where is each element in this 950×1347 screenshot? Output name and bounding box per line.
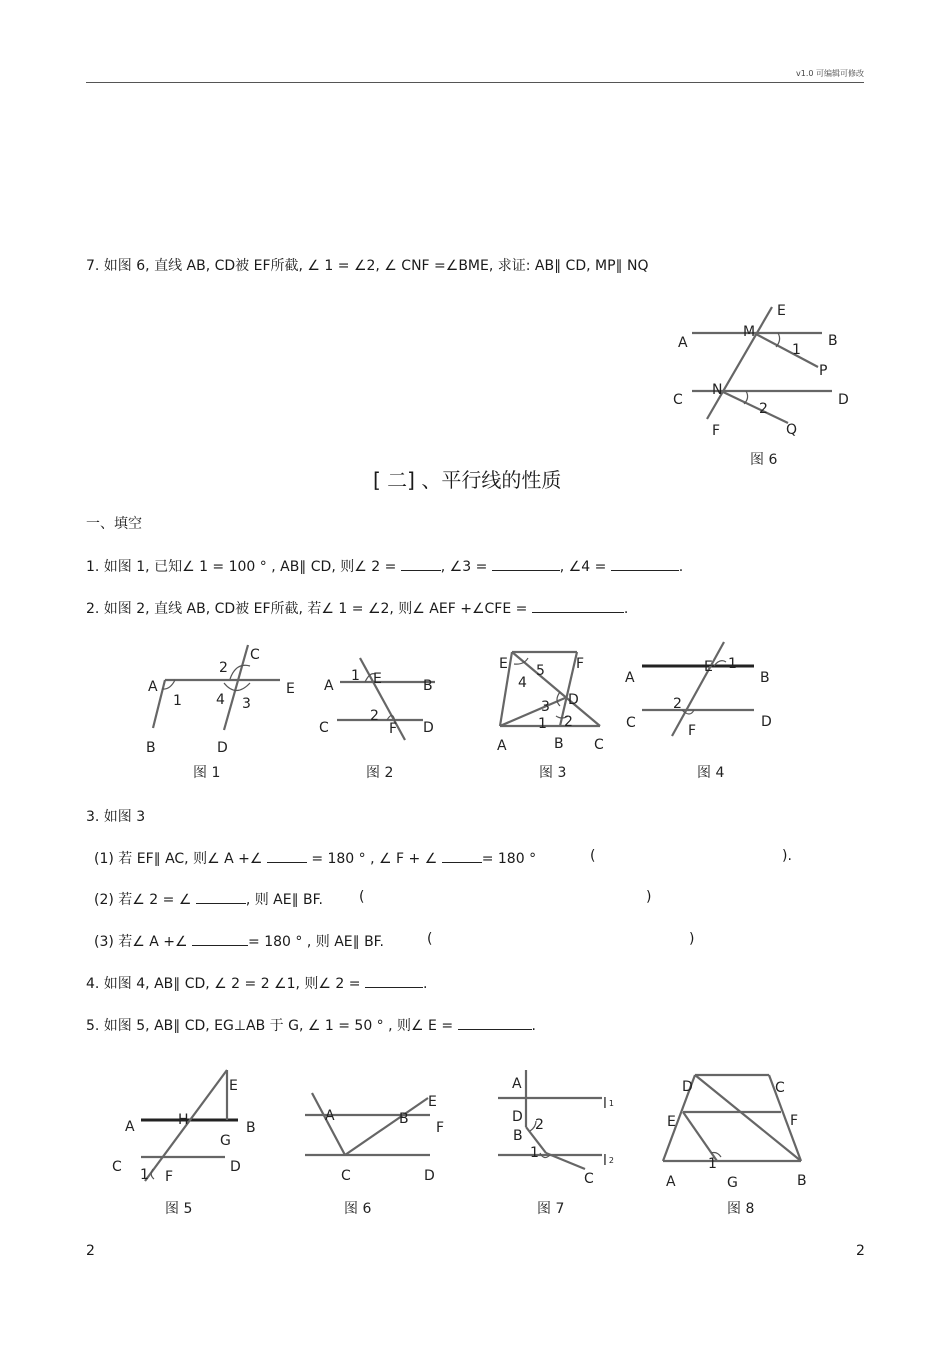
fig7-label-C: C	[584, 1171, 594, 1187]
q3-l1a: (1) 若 EF∥ AC, 则∠ A +∠	[94, 851, 263, 867]
fig1-label-3: 3	[242, 696, 251, 712]
q3-l2-close: )	[646, 889, 652, 905]
fig6-label-A: A	[678, 335, 688, 351]
figure-6-bottom	[290, 1065, 460, 1225]
fig6b-label-D: D	[424, 1168, 435, 1184]
q1-end: .	[678, 559, 684, 575]
fig1-label-D: D	[217, 740, 228, 756]
q3-l1-blank-2[interactable]	[442, 850, 482, 863]
fig2-label-1: 1	[351, 668, 360, 684]
fig4-label-B: B	[760, 670, 770, 686]
q3-l1-blank-1[interactable]	[267, 850, 307, 863]
fig2-label-B: B	[423, 678, 433, 694]
sub-title: 一、填空	[86, 516, 142, 532]
figure-6-top	[660, 295, 860, 470]
fig7-label-l2: l 2	[603, 1153, 614, 1169]
fig2-label-C: C	[319, 720, 329, 736]
fig8-label-E: E	[667, 1114, 676, 1130]
fig8-label-C: C	[775, 1080, 785, 1096]
question-3-head: 3. 如图 3	[86, 809, 146, 825]
fig2-caption: 图 2	[366, 765, 394, 781]
q3-l1c: = 180 °	[481, 851, 537, 867]
fig6b-caption: 图 6	[344, 1201, 372, 1217]
q3-l2-blank[interactable]	[196, 891, 246, 904]
figure-line	[754, 333, 818, 367]
fig1-label-4: 4	[216, 692, 225, 708]
q3-l1b: = 180 ° , ∠ F + ∠	[311, 851, 438, 867]
fig4-label-1: 1	[728, 656, 737, 672]
figure-line	[312, 1093, 345, 1155]
fig8-label-F: F	[790, 1113, 799, 1129]
figure-1	[140, 640, 310, 785]
fig6-label-Q: Q	[786, 422, 798, 438]
fig6b-label-C: C	[341, 1168, 351, 1184]
fig8-label-A: A	[666, 1174, 676, 1190]
fig1-label-A: A	[148, 679, 158, 695]
page-number-left: 2	[86, 1243, 95, 1259]
fig3-label-C: C	[594, 737, 604, 753]
fig8-label-G: G	[727, 1175, 738, 1191]
fig5-label-C: C	[112, 1159, 122, 1175]
figure-8	[655, 1065, 825, 1225]
q5-prefix: 5. 如图 5, AB∥ CD, EG⊥AB 于 G, ∠ 1 = 50 ° , 则∠ E =	[86, 1018, 454, 1034]
q3-l2a: (2) 若∠ 2 = ∠	[94, 892, 192, 908]
figure-line	[345, 1098, 428, 1155]
q4-end: .	[422, 976, 428, 992]
fig5-label-E: E	[229, 1078, 238, 1094]
fig7-label-D: D	[512, 1109, 523, 1125]
q2-end: .	[623, 601, 629, 617]
fig4-label-D: D	[761, 714, 772, 730]
question-2	[86, 598, 628, 618]
fig7-label-l1: l 1	[603, 1096, 614, 1112]
q4-blank[interactable]	[365, 975, 423, 988]
fig6b-label-A: A	[325, 1108, 335, 1124]
fig6-label-B: B	[828, 333, 838, 349]
fig3-label-F: F	[576, 656, 585, 672]
fig2-label-D: D	[423, 720, 434, 736]
q4-prefix: 4. 如图 4, AB∥ CD, ∠ 2 = 2 ∠1, 则∠ 2 =	[86, 976, 361, 992]
fig8-caption: 图 8	[727, 1201, 755, 1217]
q2-blank[interactable]	[532, 600, 624, 613]
figure-line	[360, 658, 405, 740]
fig7-label-1: 1	[530, 1145, 539, 1161]
fig3-label-D: D	[568, 692, 579, 708]
fig4-caption: 图 4	[697, 765, 725, 781]
q3-l3-close: )	[689, 931, 695, 947]
figure-5	[105, 1065, 265, 1225]
fig1-label-E: E	[286, 681, 295, 697]
figure-4	[620, 640, 780, 785]
fig7-label-A: A	[512, 1076, 522, 1092]
q1-blank-angle4[interactable]	[611, 558, 679, 571]
fig7-label-B: B	[513, 1128, 523, 1144]
fig4-label-E: E	[704, 659, 713, 675]
q3-l1-close: ).	[782, 848, 792, 864]
fig3-label-1: 1	[538, 716, 547, 732]
q1-blank-angle3[interactable]	[492, 558, 560, 571]
figure-line	[683, 1112, 717, 1161]
header-version-note: v1.0 可编辑可修改	[796, 69, 864, 78]
q3-l2-open: (	[359, 889, 365, 905]
angle-arc	[557, 692, 560, 706]
q3-l3a: (3) 若∠ A +∠	[94, 934, 188, 950]
fig3-label-3: 3	[541, 699, 550, 715]
q1-blank-angle2[interactable]	[401, 558, 441, 571]
header-rule	[86, 82, 864, 83]
fig4-label-A: A	[625, 670, 635, 686]
figure-line	[672, 642, 724, 736]
fig3-label-4: 4	[518, 675, 527, 691]
question-4	[86, 973, 427, 993]
question-7: 7. 如图 6, 直线 AB, CD被 EF所截, ∠ 1 = ∠2, ∠ CNF =∠BME, 求证: AB∥ CD, MP∥ NQ	[86, 258, 649, 274]
fig5-label-D: D	[230, 1159, 241, 1175]
question-3-line-3	[94, 931, 384, 951]
fig7-caption: 图 7	[537, 1201, 565, 1217]
figure-2	[315, 640, 450, 785]
fig6-label-2: 2	[759, 401, 768, 417]
figure-3	[490, 640, 620, 785]
fig4-label-F: F	[688, 723, 697, 739]
fig2-label-E: E	[373, 671, 382, 687]
fig1-label-B: B	[146, 740, 156, 756]
q1-prefix: 1. 如图 1, 已知∠ 1 = 100 ° , AB∥ CD, 则∠ 2 =	[86, 559, 397, 575]
fig6-label-D: D	[838, 392, 849, 408]
fig5-label-A: A	[125, 1119, 135, 1135]
fig6-label-E: E	[777, 303, 786, 319]
fig6-label-N: N	[712, 382, 723, 398]
figure-7	[490, 1065, 630, 1225]
fig1-label-C: C	[250, 647, 260, 663]
fig5-label-H: H	[178, 1112, 189, 1128]
fig6-label-P: P	[819, 363, 828, 379]
fig2-label-A: A	[324, 678, 334, 694]
q5-blank[interactable]	[458, 1017, 532, 1030]
fig4-label-2: 2	[673, 696, 682, 712]
fig6b-label-B: B	[399, 1111, 409, 1127]
fig6-label-F: F	[712, 423, 721, 439]
q2-prefix: 2. 如图 2, 直线 AB, CD被 EF所截, 若∠ 1 = ∠2, 则∠ AEF +∠CFE =	[86, 601, 528, 617]
q5-end: .	[531, 1018, 536, 1034]
q1-part2: , ∠3 =	[440, 559, 488, 575]
fig6-label-1: 1	[792, 342, 801, 358]
fig6-label-M: M	[743, 324, 756, 340]
q1-part3: , ∠4 =	[559, 559, 607, 575]
fig3-label-E: E	[499, 656, 508, 672]
fig6-label-C: C	[673, 392, 683, 408]
fig8-label-1: 1	[708, 1156, 717, 1172]
question-3-line-1	[94, 848, 536, 868]
q3-l3-open: (	[427, 931, 433, 947]
fig4-label-C: C	[626, 715, 636, 731]
fig3-label-2: 2	[564, 714, 573, 730]
figure-line	[500, 698, 565, 726]
question-5	[86, 1015, 536, 1035]
fig1-label-2: 2	[219, 660, 228, 676]
fig7-label-2: 2	[535, 1117, 544, 1133]
fig3-label-B: B	[554, 736, 564, 752]
fig5-label-1: 1	[140, 1167, 149, 1183]
q3-l1-open: (	[590, 848, 596, 864]
question-1	[86, 556, 683, 576]
fig6b-label-E: E	[428, 1094, 437, 1110]
fig3-label-A: A	[497, 738, 507, 754]
fig2-label-2: 2	[370, 708, 379, 724]
page-number-right: 2	[856, 1243, 865, 1259]
fig1-caption: 图 1	[193, 765, 221, 781]
section-title: [ 二] 、平行线的性质	[373, 468, 562, 492]
q3-l2b: , 则 AE∥ BF.	[245, 892, 323, 908]
fig5-label-B: B	[246, 1120, 256, 1136]
q3-l3-blank[interactable]	[192, 933, 248, 946]
fig1-label-1: 1	[173, 693, 182, 709]
figure-line	[721, 391, 788, 423]
fig2-label-F: F	[389, 721, 398, 737]
fig3-label-5: 5	[536, 663, 545, 679]
fig6-caption: 图 6	[750, 452, 778, 468]
question-3-line-2	[94, 889, 323, 909]
fig8-label-B: B	[797, 1173, 807, 1189]
fig5-label-F: F	[165, 1169, 174, 1185]
fig3-caption: 图 3	[539, 765, 567, 781]
fig8-label-D: D	[682, 1079, 693, 1095]
q3-l3b: = 180 ° , 则 AE∥ BF.	[248, 934, 384, 950]
fig5-caption: 图 5	[165, 1201, 193, 1217]
fig6b-label-F: F	[436, 1120, 445, 1136]
fig5-label-G: G	[220, 1133, 231, 1149]
